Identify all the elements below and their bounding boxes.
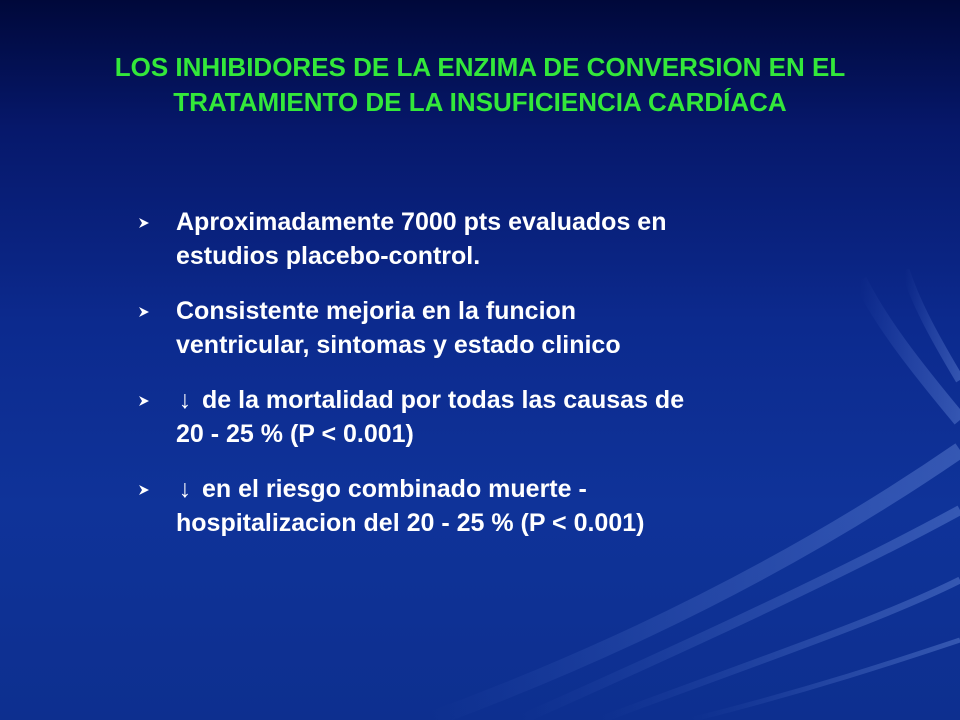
down-arrow-icon: ↓	[178, 386, 192, 414]
bullet-text-line: Aproximadamente 7000 pts evaluados en	[176, 208, 667, 236]
arrowhead-bullet-icon	[138, 217, 150, 229]
slide-title-line-2: TRATAMIENTO DE LA INSUFICIENCIA CARDÍACA	[173, 87, 787, 117]
bullet-text: en el riesgo combinado muerte -	[202, 475, 587, 503]
bullet-text-line	[176, 383, 838, 417]
arrowhead-bullet-icon	[138, 484, 150, 496]
bullet-text-line: hospitalizacion del 20 - 25 % (P < 0.001)	[176, 509, 645, 537]
bullet-text: de la mortalidad por todas las causas de	[202, 386, 685, 414]
arrowhead-bullet-icon	[138, 395, 150, 407]
bullet-item-4	[138, 472, 838, 540]
slide-title	[0, 50, 960, 120]
bullet-text-line: estudios placebo-control.	[176, 242, 481, 270]
arrowhead-bullet-icon	[138, 306, 150, 318]
bullet-text-line: 20 - 25 % (P < 0.001)	[176, 420, 414, 448]
bullet-item-2	[138, 294, 838, 362]
bullet-text-line	[176, 472, 838, 506]
down-arrow-icon: ↓	[178, 475, 192, 503]
bullet-item-1	[138, 205, 838, 273]
bullet-text-line: Consistente mejoria en la funcion	[176, 297, 577, 325]
bullet-item-3	[138, 383, 838, 451]
bullet-list	[138, 205, 838, 561]
slide-title-line-1: LOS INHIBIDORES DE LA ENZIMA DE CONVERSION EN EL	[114, 52, 846, 82]
bullet-text-line: ventricular, sintomas y estado clinico	[176, 331, 621, 359]
